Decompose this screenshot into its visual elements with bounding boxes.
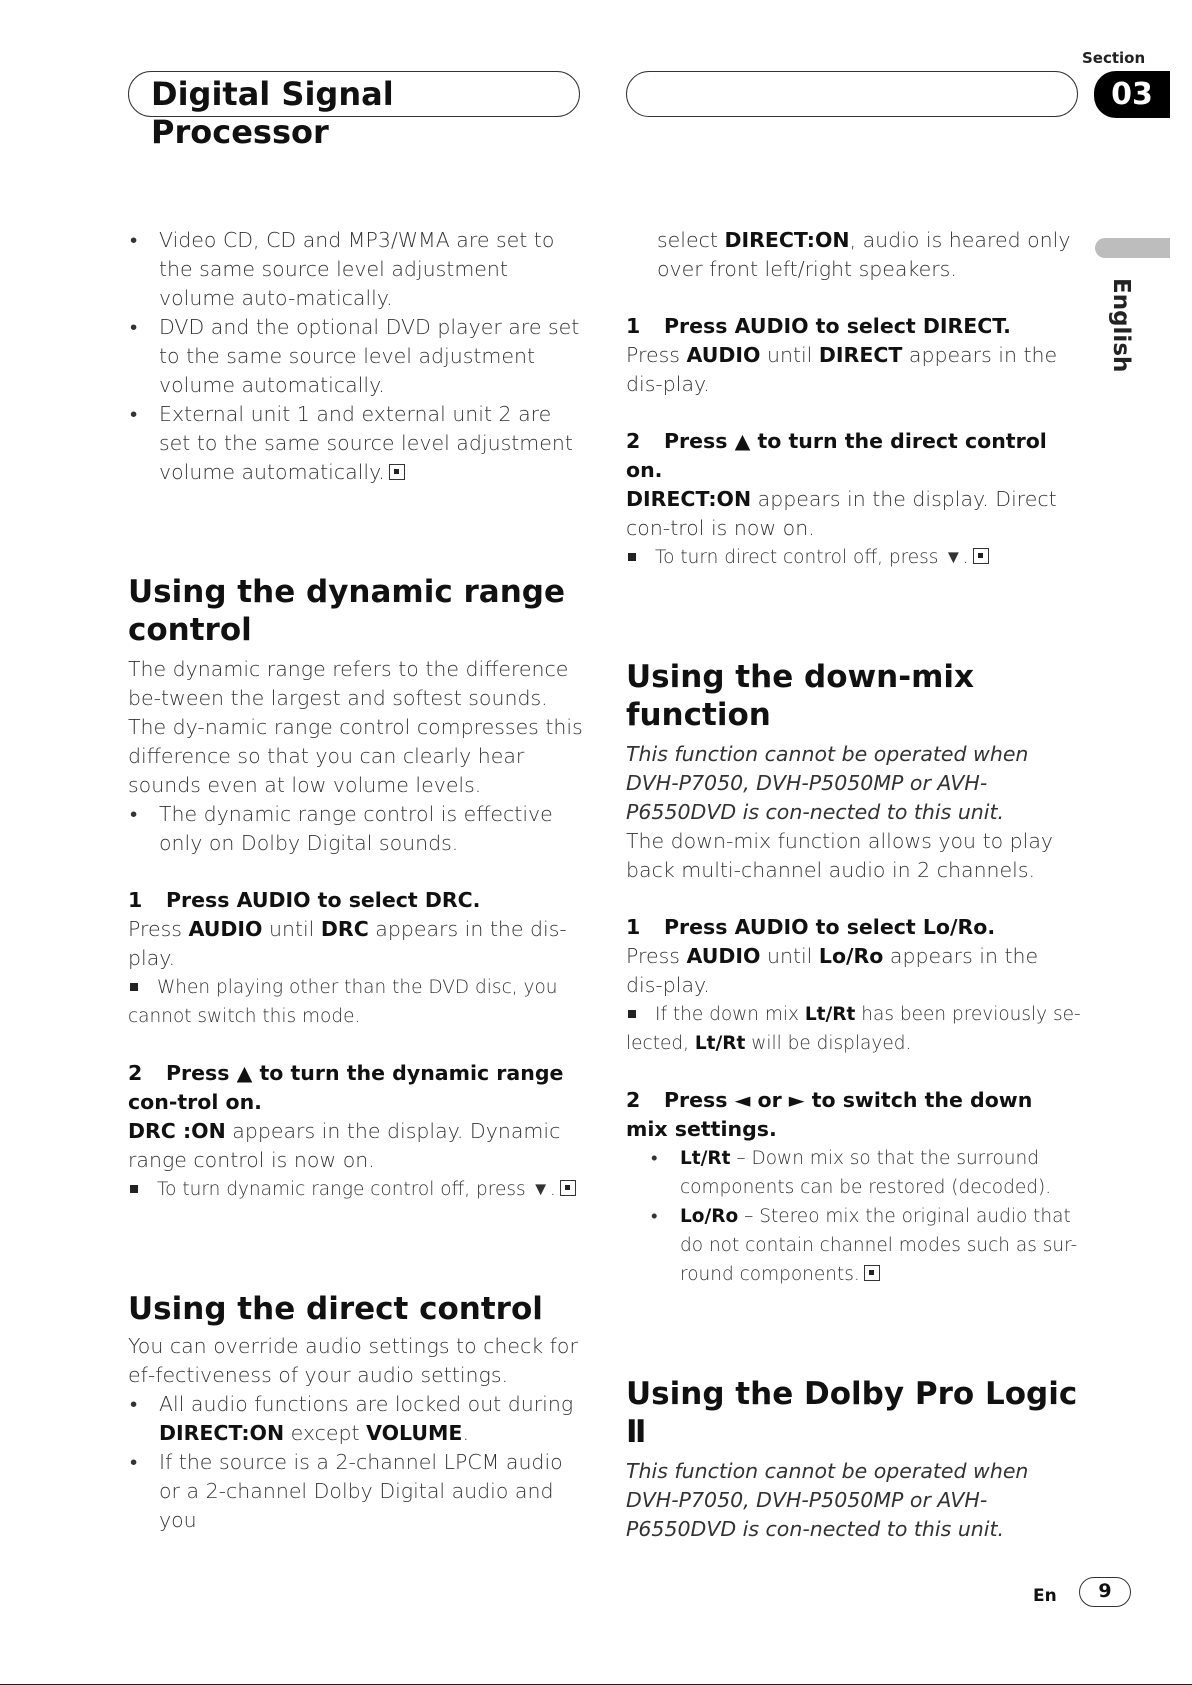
blank-title-frame xyxy=(626,71,1078,117)
note-square-icon xyxy=(130,983,138,991)
direct-step-2-body: DIRECT:ON appears in the display. Direct con-trol is now on. xyxy=(626,487,1057,540)
direct-step-1-body: Press AUDIO until DIRECT appears in the dis-play. xyxy=(626,343,1058,396)
downmix-body: The down-mix function allows you to play back multi-channel audio in 2 channels. xyxy=(626,829,1054,882)
drc-step-2-note: To turn dynamic range control off, press ▼. xyxy=(128,1175,588,1204)
list-item: • Lo/Ro – Stereo mix the original audio that do not contain channel modes such as sur-round components. xyxy=(649,1202,1081,1289)
note-square-icon xyxy=(130,1185,138,1193)
language-tab xyxy=(1095,238,1170,258)
list-item: • External unit 1 and external unit 2 are set to the same source level adjustment volume automatically. xyxy=(128,400,588,487)
language-label: English xyxy=(1108,278,1134,373)
downmix-options-list xyxy=(626,1144,1081,1289)
left-column xyxy=(128,226,588,1535)
list-item: • All audio functions are locked out during DIRECT:ON except VOLUME. xyxy=(128,1390,588,1448)
drc-bullet-list xyxy=(128,800,588,858)
list-item: • The dynamic range control is effective only on Dolby Digital sounds. xyxy=(128,800,588,858)
drc-body: The dynamic range refers to the difference be-tween the largest and softest sounds. The dy-namic range control compresses this difference so that you can clearly hear sounds even at low volume levels. xyxy=(128,657,583,797)
direct-continued-text: select DIRECT:ON, audio is heared only over front left/right speakers. xyxy=(657,228,1071,281)
downmix-step-1-body: Press AUDIO until Lo/Ro appears in the dis-play. xyxy=(626,944,1039,997)
intro-bullet-list xyxy=(128,226,588,487)
direct-step-2-note: To turn direct control off, press ▼. xyxy=(626,543,1081,572)
section-label: Section xyxy=(1082,49,1146,67)
list-item: • Video CD, CD and MP3/WMA are set to the same source level adjustment volume auto-matically. xyxy=(128,226,588,313)
list-item: • If the source is a 2-channel LPCM audio or a 2-channel Dolby Digital audio and you xyxy=(128,1448,588,1535)
dolby-restriction: This function cannot be operated when DVH-P7050, DVH-P5050MP or AVH-P6550DVD is con-nected to this unit. xyxy=(626,1459,1029,1541)
dolby-heading: Using the Dolby Pro Logic Ⅱ xyxy=(626,1376,1078,1450)
direct-step-1-title: 1 Press AUDIO to select DIRECT. xyxy=(626,314,1011,338)
drc-step-1-note: When playing other than the DVD disc, you cannot switch this mode. xyxy=(128,977,558,1027)
note-square-icon xyxy=(628,1010,636,1018)
right-column xyxy=(626,226,1081,1544)
drc-step-2-title: 2 Press ▲ to turn the dynamic range con-trol on. xyxy=(128,1061,564,1114)
section-number: 03 xyxy=(1094,71,1170,118)
downmix-restriction: This function cannot be operated when DVH-P7050, DVH-P5050MP or AVH-P6550DVD is con-nected to this unit. xyxy=(626,742,1029,824)
footer-language: En xyxy=(1033,1586,1057,1606)
downmix-step-1-note: If the down mix Lt/Rt has been previously se-lected, Lt/Rt will be displayed. xyxy=(626,1004,1081,1054)
direct-heading: Using the direct control xyxy=(128,1291,543,1327)
end-mark-icon xyxy=(973,548,989,564)
end-mark-icon xyxy=(864,1265,880,1281)
downmix-heading: Using the down-mix function xyxy=(626,659,974,733)
list-item: • Lt/Rt – Down mix so that the surround components can be restored (decoded). xyxy=(649,1144,1081,1202)
drc-step-1-title: 1 Press AUDIO to select DRC. xyxy=(128,888,481,912)
drc-heading: Using the dynamic range control xyxy=(128,574,565,648)
chapter-title-frame xyxy=(128,71,580,151)
chapter-title: Digital Signal Processor xyxy=(151,75,394,151)
page-number: 9 xyxy=(1079,1577,1131,1607)
list-item: • DVD and the optional DVD player are set to the same source level adjustment volume automatically. xyxy=(128,313,588,400)
end-mark-icon xyxy=(560,1180,576,1196)
downmix-step-1-title: 1 Press AUDIO to select Lo/Ro. xyxy=(626,915,996,939)
direct-body: You can override audio settings to check for ef-fectiveness of your audio settings. xyxy=(128,1334,578,1387)
drc-step-2-body: DRC :ON appears in the display. Dynamic range control is now on. xyxy=(128,1119,561,1172)
direct-bullet-list xyxy=(128,1390,588,1535)
end-mark-icon xyxy=(389,464,405,480)
drc-step-1-body: Press AUDIO until DRC appears in the dis-play. xyxy=(128,917,567,970)
note-square-icon xyxy=(628,553,636,561)
direct-step-2-title: 2 Press ▲ to turn the direct control on. xyxy=(626,429,1047,482)
downmix-step-2-title: 2 Press ◄ or ► to switch the down mix settings. xyxy=(626,1088,1033,1141)
